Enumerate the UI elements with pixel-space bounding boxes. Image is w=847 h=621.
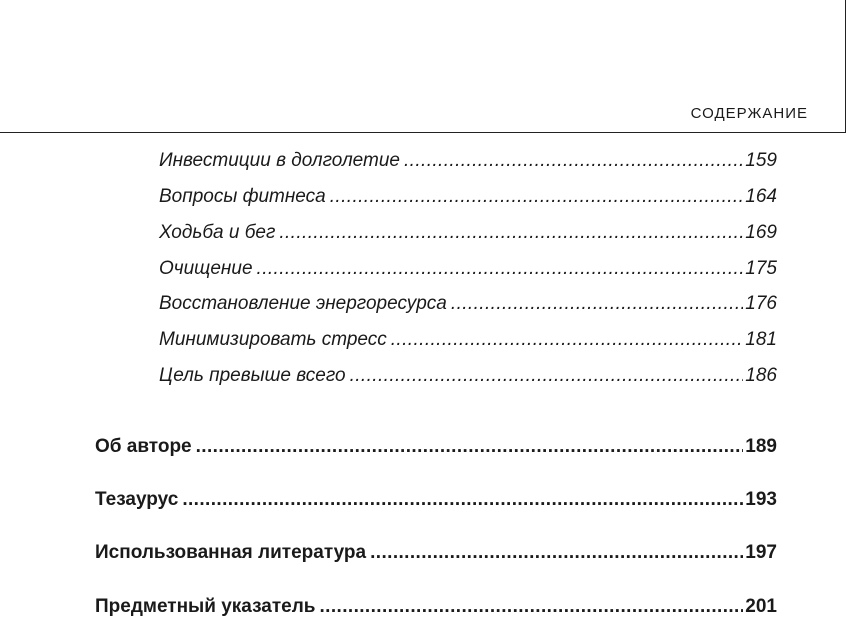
toc-entry-page: 181 [745,329,777,350]
toc-entry-title: Тезаурус [95,489,179,510]
header-rule [0,132,846,133]
toc-entry-title: Вопросы фитнеса [159,186,326,207]
toc-section-entry[interactable] [95,596,777,618]
dot-leader [451,293,743,315]
running-head: СОДЕРЖАНИЕ [690,105,808,122]
toc-entry[interactable] [159,258,777,280]
toc-entry-title: Минимизировать стресс [159,329,387,350]
dot-leader [279,222,743,244]
toc-entry-page: 175 [745,258,777,279]
page-edge-rule [845,0,846,133]
dot-leader [257,258,744,280]
toc-entry-page: 201 [745,596,777,617]
dot-leader [391,329,744,351]
toc-entry-page: 159 [745,150,777,171]
toc-entry-title: Очищение [159,258,253,279]
toc-entry-title: Об авторе [95,436,192,457]
toc-entry[interactable] [159,222,777,244]
toc-entry-title: Ходьба и бег [159,222,276,243]
dot-leader [350,365,744,387]
toc-entry[interactable] [159,150,777,172]
toc-entry-title: Инвестиции в долголетие [159,150,400,171]
dot-leader [320,596,744,618]
dot-leader [196,436,744,458]
toc-entry-page: 186 [745,365,777,386]
toc-entry[interactable] [159,186,777,208]
toc-entry-title: Цель превыше всего [159,365,346,386]
toc-entry-page: 164 [745,186,777,207]
toc-section-entry[interactable] [95,542,777,564]
dot-leader [370,542,743,564]
toc-entry-title: Восстановление энергоресурса [159,293,447,314]
toc-section-entry[interactable] [95,489,777,511]
toc-entry-title: Использованная литература [95,542,367,563]
toc-entry-page: 176 [745,293,777,314]
dot-leader [404,150,743,172]
toc-entry-page: 193 [745,489,777,510]
toc-entry[interactable] [159,293,777,315]
dot-leader [182,489,743,511]
toc-entry-page: 197 [745,542,777,563]
toc-entry-title: Предметный указатель [95,596,316,617]
toc-entry-page: 169 [745,222,777,243]
toc-entry[interactable] [159,365,777,387]
dot-leader [330,186,744,208]
toc-entry-page: 189 [745,436,777,457]
toc-entry[interactable] [159,329,777,351]
toc-section-entry[interactable] [95,436,777,458]
